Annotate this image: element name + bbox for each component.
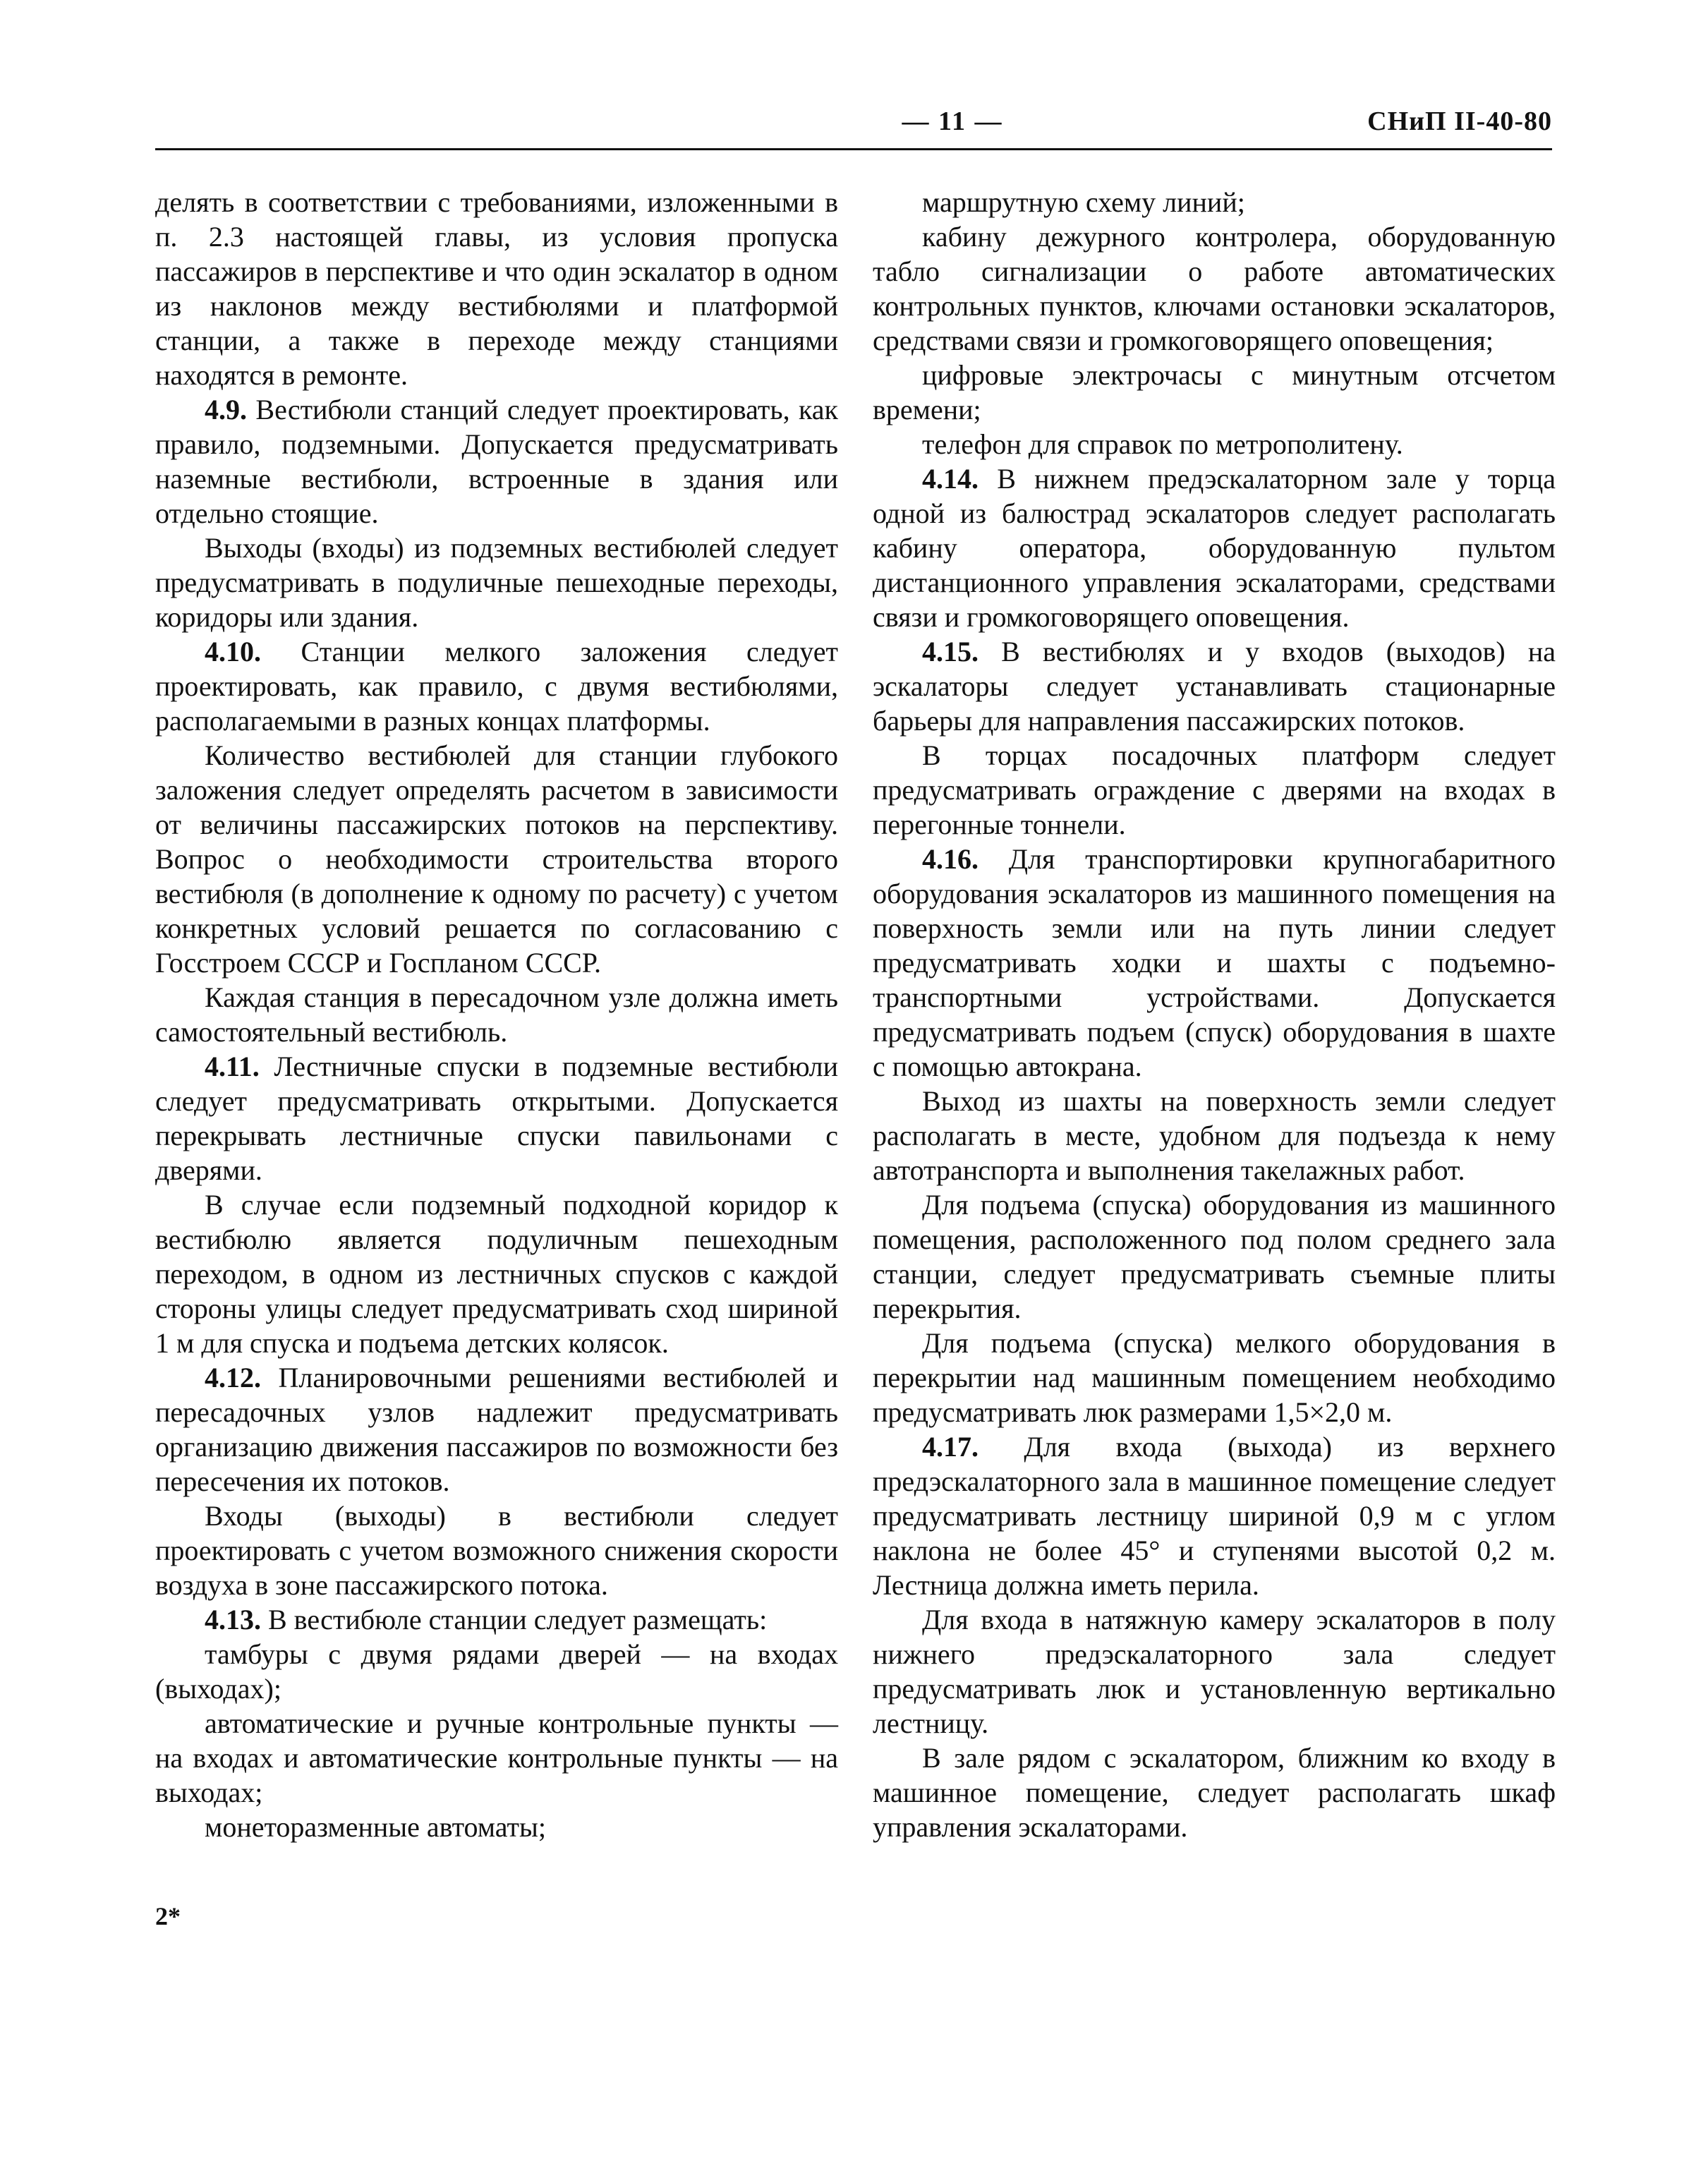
clause-4-14 [873,461,1556,634]
header-rule [155,148,1552,150]
clause-text: Лестничные спуски в подземные вестибюли следует предусматривать открытыми. Допускается перекрывать лестничные спуски павильонами с дверями. [155,1051,838,1186]
paragraph: Для подъема (спуска) оборудования из машинного помещения, расположенного под полом среднего зала станции, следует предусматривать съемные плиты перекрытия. [873,1189,1556,1324]
clause-4-13 [155,1602,838,1637]
paragraph: Входы (выходы) в вестибюли следует проектировать с учетом возможного снижения скорости воздуха в зоне пассажирского потока. [155,1500,838,1601]
clause-text: Вестибюли станций следует проектировать, как правило, подземными. Допускается предусматривать наземные вестибюли, встроенные в здания или отдельно стоящие. [155,394,838,529]
clause-number: 4.14. [922,463,979,495]
list-item: маршрутную схему линий; [922,186,1245,218]
clause-number: 4.15. [922,636,979,667]
clause-4-9 [155,392,838,531]
clause-text: Станции мелкого заложения следует проектировать, как правило, с двумя вестибюлями, располагаемыми в разных концах платформы. [155,636,838,737]
list-item: монеторазменные автоматы; [205,1811,546,1843]
right-column [873,185,1556,1844]
clause-number: 4.16. [922,843,979,875]
clause-number: 4.11. [205,1051,260,1082]
clause-4-10 [155,634,838,738]
list-item: цифровые электрочасы с минутным отсчетом времени; [873,359,1556,425]
clause-4-16 [873,842,1556,1084]
list-item: кабину дежурного контролера, оборудованную табло сигнализации о работе автоматических контрольных пунктов, ключами остановки эскалаторов, средствами связи и громкоговорящего оповещения; [873,221,1556,356]
clause-number: 4.13. [205,1604,261,1635]
clause-4-12 [155,1360,838,1499]
page-number: — 11 — [902,107,1003,136]
clause-4-11 [155,1049,838,1187]
paragraph: Для подъема (спуска) мелкого оборудования в перекрытии над машинным помещением необходимо предусматривать люк размерами 1,5×2,0 м. [873,1327,1556,1428]
paragraph: Количество вестибюлей для станции глубокого заложения следует определять расчетом в зависимости от величины пассажирских потоков на перспективу. Вопрос о необходимости строительства второго вестибюля (в дополнение к одному по расчету) с учетом конкретных условий решается по согласованию с Госстроем СССР и Госпланом СССР. [155,739,838,979]
clause-text: Для транспортировки крупногабаритного оборудования эскалаторов из машинного помещения на поверхность земли или на путь линии следует предусматривать ходки и шахты с подъемно-транспортными устройствами. Допускается предусматривать подъем (спуск) оборудования в шахте с помощью автокрана. [873,843,1556,1082]
signature-mark: 2* [155,1902,181,1930]
paragraph: Выходы (входы) из подземных вестибюлей следует предусматривать в подуличные пешеходные переходы, коридоры или здания. [155,532,838,633]
document-code: СНиП II-40-80 [1367,107,1552,136]
clause-number: 4.17. [922,1431,979,1463]
clause-text: Для входа (выхода) из верхнего предэскалаторного зала в машинное помещение следует предусматривать лестницу шириной 0,9 м с углом наклона не более 45° и ступенями высотой 0,2 м. Лестница должна иметь перила. [873,1431,1556,1601]
paragraph: Выход из шахты на поверхность земли следует располагать в месте, удобном для подъезда к нему автотранспорта и выполнения такелажных работ. [873,1085,1556,1186]
paragraph: В зале рядом с эскалатором, ближним ко входу в машинное помещение, следует располагать шкаф управления эскалаторами. [873,1742,1556,1843]
clause-4-17 [873,1429,1556,1602]
paragraph: Каждая станция в пересадочном узле должна иметь самостоятельный вестибюль. [155,981,838,1048]
clause-number: 4.9. [205,394,247,425]
clause-text: Планировочными решениями вестибюлей и пересадочных узлов надлежит предусматривать организацию движения пассажиров по возможности без пересечения их потоков. [155,1362,839,1497]
list-item: тамбуры с двумя рядами дверей — на входах (выходах); [155,1638,838,1705]
clause-number: 4.12. [205,1362,261,1393]
paragraph: Для входа в натяжную камеру эскалаторов в полу нижнего предэскалаторного зала следует предусматривать люк и установленную вертикально лестницу. [873,1604,1556,1739]
paragraph: В торцах посадочных платформ следует предусматривать ограждение с дверями на входах в перегонные тоннели. [873,739,1556,840]
clause-number: 4.10. [205,636,261,667]
clause-text: В вестибюле станции следует размещать: [268,1604,768,1635]
list-item: телефон для справок по метрополитену. [922,428,1403,460]
clause-text: В вестибюлях и у входов (выходов) на эскалаторы следует устанавливать стационарные барьеры для направления пассажирских потоков. [873,636,1556,737]
list-item: автоматические и ручные контрольные пункты — на входах и автоматические контрольные пункты — на выходах; [155,1707,838,1808]
paragraph: делять в соответствии с требованиями, изложенными в п. 2.3 настоящей главы, из условия пропуска пассажиров в перспективе и что один эскалатор в одном из наклонов между вестибюлями и платформой станции, а также в переходе между станциями находятся в ремонте. [155,186,838,391]
clause-text: В нижнем предэскалаторном зале у торца одной из балюстрад эскалаторов следует располагать кабину оператора, оборудованную пультом дистанционного управления эскалаторами, средствами связи и громкоговорящего оповещения. [873,463,1556,633]
clause-4-15 [873,634,1556,738]
left-column [155,185,838,1844]
paragraph: В случае если подземный подходной коридор к вестибюлю является подуличным пешеходным переходом, в одном из лестничных спусков с каждой стороны улицы следует предусматривать сход шириной 1 м для спуска и подъема детских колясок. [155,1189,838,1359]
page-header [155,106,1552,148]
